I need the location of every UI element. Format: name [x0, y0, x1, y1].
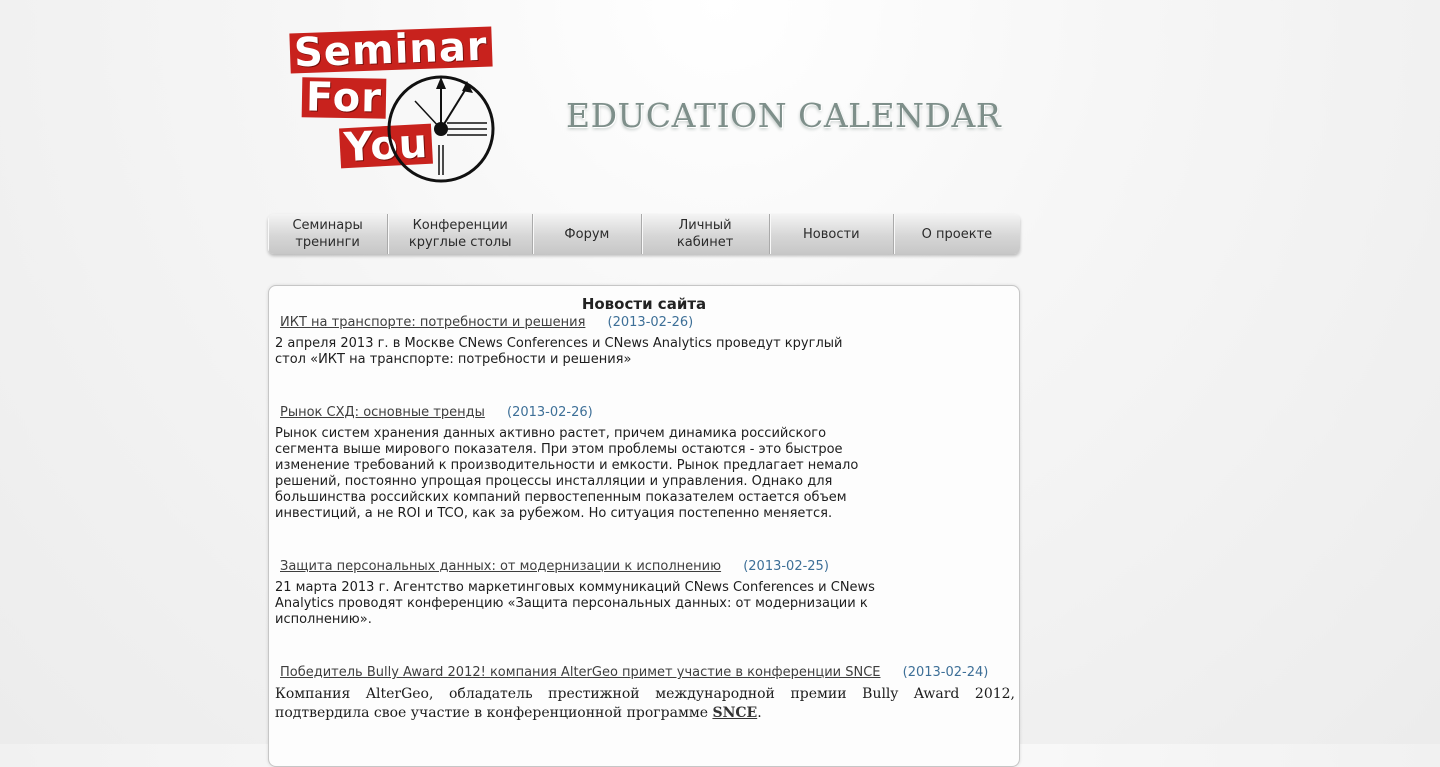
news-text-part: Компания AlterGeo, обладатель престижной международной премии Bully Award 2012, подтвердила свое участие в конференционной программе	[275, 686, 1015, 721]
clock-icon	[383, 73, 503, 185]
news-item	[275, 664, 1015, 723]
logo-word-you: You	[339, 124, 433, 169]
news-section-title: Новости сайта	[581, 295, 707, 313]
news-title-link[interactable]: Защита персональных данных: от модернизации к исполнению	[280, 559, 722, 574]
logo-word-seminar: Seminar	[289, 26, 492, 73]
news-date: (2013-02-26)	[507, 405, 593, 420]
logo-word-for: For	[302, 77, 387, 118]
site-logo[interactable]	[288, 23, 514, 186]
news-title-link[interactable]: ИКТ на транспорте: потребности и решения	[280, 315, 586, 330]
news-text-part: .	[757, 705, 762, 721]
news-text: 21 марта 2013 г. Агентство маркетинговых коммуникаций CNews Conferences и CNews Analytics проводят конференцию «Защита персональных данных: от модернизации к исполнению».	[275, 580, 875, 627]
news-title-link[interactable]: Победитель Bully Award 2012! компания AlterGeo примет участие в конференции SNCE	[280, 665, 881, 680]
nav-about[interactable]: О проекте	[894, 214, 1020, 254]
news-date: (2013-02-25)	[743, 559, 829, 574]
news-date: (2013-02-26)	[607, 315, 694, 330]
news-title-link[interactable]: Рынок СХД: основные тренды	[280, 405, 485, 420]
news-text: Рынок систем хранения данных активно растет, причем динамика российского сегмента выше мирового показателя. При этом проблемы остаются - это быстрое изменение требований к производительности и емкости. Рынок предлагает немало решений, постоянно упрощая процессы инсталляции и управления. Однако для большинства российских компаний первостепенным показателем остается объем инвестиций, а не ROI и TCO, как за рубежом. Но ситуация постепенно меняется.	[275, 426, 859, 521]
nav-seminars[interactable]: Семинары тренинги	[268, 214, 388, 254]
news-item	[275, 314, 875, 368]
main-nav	[268, 214, 1020, 254]
news-item	[275, 404, 875, 522]
news-date: (2013-02-24)	[902, 665, 989, 680]
news-text: 2 апреля 2013 г. в Москве CNews Conferences и CNews Analytics проведут круглый стол «ИКТ на транспорте: потребности и решения»	[275, 336, 843, 367]
news-panel	[268, 285, 1020, 767]
snce-link[interactable]: SNCE	[712, 705, 758, 721]
nav-forum[interactable]: Форум	[533, 214, 641, 254]
news-text	[275, 685, 1015, 723]
site-title: EDUCATION CALENDAR	[566, 96, 1002, 135]
nav-news[interactable]: Новости	[770, 214, 894, 254]
news-item	[275, 558, 875, 628]
nav-account[interactable]: Личный кабинет	[642, 214, 770, 254]
nav-conferences[interactable]: Конференции круглые столы	[388, 214, 533, 254]
